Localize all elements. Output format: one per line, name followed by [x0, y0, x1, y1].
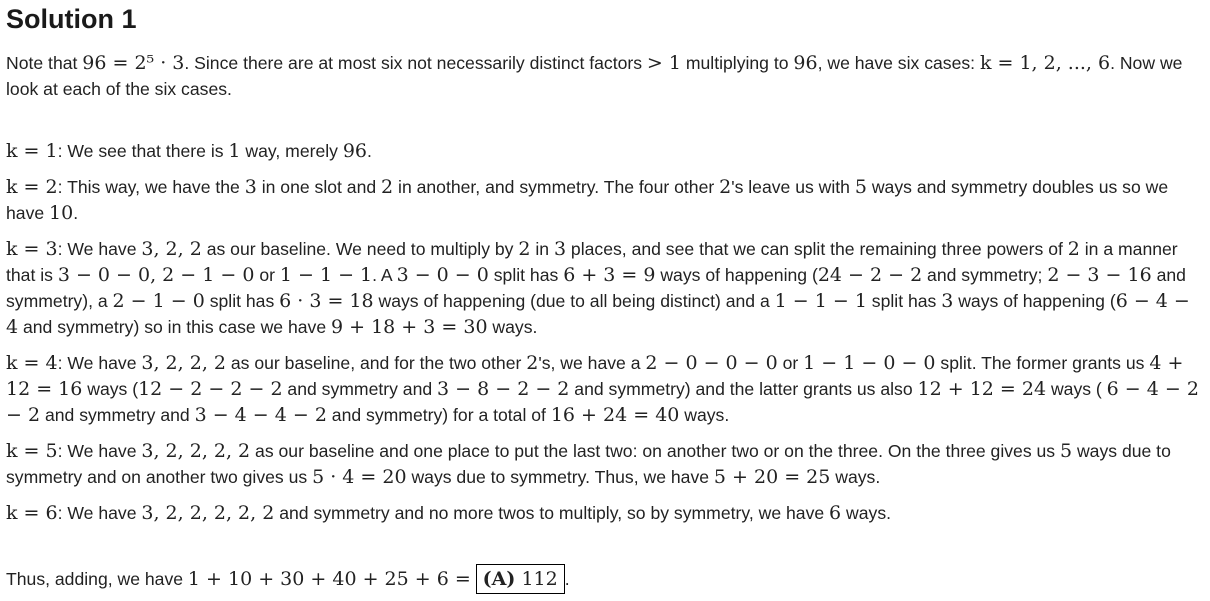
text: . Now we look at each of the six cases. [6, 53, 1183, 99]
math: k = 1, 2, ..., 6 [979, 52, 1111, 74]
text: Thus, adding, we have [6, 569, 188, 589]
math: 6 − 4 − 4 [6, 290, 1190, 338]
math: 3, 2, 2, 2, 2 [141, 440, 251, 462]
math: 6 + 3 = 9 [563, 264, 656, 286]
math: k = 2 [6, 176, 58, 198]
text: ways of happening ( [953, 291, 1116, 311]
text: as our baseline, and for the two other [225, 353, 527, 373]
math: k = 5 [6, 440, 58, 462]
text: . [367, 141, 372, 161]
math: 3 − 0 − 0 [396, 264, 489, 286]
math: 5 + 20 = 25 [713, 466, 831, 488]
text: , we have six cases: [817, 53, 980, 73]
text: and symmetry) for a total of [326, 405, 551, 425]
answer-value: 112 [521, 568, 558, 590]
case-k1-paragraph [6, 138, 1204, 164]
text: and symmetry) so in this case we have [18, 317, 331, 337]
text: . Since there are at most six not necessarily distinct factors [184, 53, 647, 73]
math: 4 + 12 = 16 [6, 352, 1184, 400]
text: and symmetry and no more twos to multiply, so by symmetry, we have [274, 503, 830, 523]
intro-paragraph [6, 50, 1204, 102]
math: k = 6 [6, 502, 58, 524]
math: 10 [49, 202, 74, 224]
math: k = 1 [6, 140, 58, 162]
text: split has [204, 291, 280, 311]
text: ways. [487, 317, 538, 337]
text: ways of happening (due to all being distinct) and a [373, 291, 775, 311]
math: 2 [719, 176, 732, 198]
math: 5 · 4 = 20 [312, 466, 407, 488]
text: as our baseline and one place to put the last two: on another two or on the three. On the three gives us [250, 441, 1060, 461]
text: in [530, 239, 554, 259]
math: k = 3 [6, 238, 58, 260]
text: ways ( [1046, 379, 1107, 399]
math: 6 − 4 − 2 − 2 [6, 378, 1199, 426]
math: 3 − 4 − 4 − 2 [194, 404, 327, 426]
text: 's leave us with [731, 177, 855, 197]
text: split has [866, 291, 942, 311]
math: 3, 2, 2, 2 [141, 352, 226, 374]
text: as our baseline. We need to multiply by [201, 239, 519, 259]
math: 12 − 2 − 2 − 2 [138, 378, 283, 400]
text: and symmetry and [282, 379, 438, 399]
answer-box [476, 564, 565, 594]
math: 3 − 8 − 2 − 2 [437, 378, 570, 400]
math: 96 = 2⁵ · 3 [82, 52, 185, 74]
text: and symmetry; [922, 265, 1048, 285]
text: Note that [6, 53, 83, 73]
text: : We have [57, 441, 142, 461]
math: 3 [553, 238, 567, 260]
math: 2 [518, 238, 531, 260]
text: . [73, 203, 79, 223]
math: 2 [381, 176, 394, 198]
case-k3-paragraph [6, 236, 1204, 340]
math: 2 [1067, 238, 1080, 260]
math: 6 [829, 502, 842, 524]
math: 1 [228, 140, 241, 162]
math: 2 − 3 − 16 [1047, 264, 1152, 286]
text: ways. [679, 405, 730, 425]
answer-choice: (A) [482, 568, 516, 590]
math: 2 [526, 352, 539, 374]
math: 3 [244, 176, 257, 198]
text: ways and symmetry doubles us so we have [6, 177, 1169, 223]
math: 3, 2, 2 [141, 238, 202, 260]
math: 1 − 1 − 0 − 0 [803, 352, 936, 374]
text: : This way, we have the [57, 177, 245, 197]
text: . [564, 569, 570, 589]
text: ways due to symmetry and on another two gives us [6, 441, 1171, 487]
text: or [254, 265, 280, 285]
math: 16 + 24 = 40 [550, 404, 680, 426]
text: places, and see that we can split the remaining three powers of [566, 239, 1068, 259]
math: 24 − 2 − 2 [817, 264, 923, 286]
text: : We have [57, 353, 142, 373]
text: or [777, 353, 804, 373]
text: : We have [57, 239, 142, 259]
case-k5-paragraph [6, 438, 1204, 490]
case-k2-paragraph [6, 174, 1204, 226]
math: 96 [793, 52, 818, 74]
math: 1 − 1 − 1 [279, 264, 373, 286]
text: ways due to symmetry. Thus, we have [406, 467, 714, 487]
math: 1 − 1 − 1 [774, 290, 867, 312]
text: . A [372, 265, 397, 285]
math: 96 [342, 140, 368, 162]
math: 12 + 12 = 24 [917, 378, 1047, 400]
math: 5 [854, 176, 867, 198]
text: 's, we have a [538, 353, 646, 373]
conclusion-paragraph [6, 564, 1204, 594]
text: ways. [830, 467, 881, 487]
math: 5 [1059, 440, 1073, 462]
text: and symmetry) and the latter grants us also [569, 379, 918, 399]
math: 3 − 0 − 0, 2 − 1 − 0 [57, 264, 255, 286]
text: in a manner that is [6, 239, 1178, 285]
math: 2 − 1 − 0 [112, 290, 205, 312]
text: way, merely [240, 141, 343, 161]
text: split has [488, 265, 564, 285]
math: 6 · 3 = 18 [279, 290, 374, 312]
case-k4-paragraph [6, 350, 1204, 428]
text: in one slot and [256, 177, 382, 197]
text: split. The former grants us [935, 353, 1150, 373]
text: in another, and symmetry. The four other [393, 177, 720, 197]
math: 2 − 0 − 0 − 0 [645, 352, 778, 374]
text: and symmetry and [40, 405, 195, 425]
text: ways. [841, 503, 892, 523]
text: ways of happening ( [655, 265, 818, 285]
math: 3 [941, 290, 954, 312]
text: : We have [57, 503, 142, 523]
math: 9 + 18 + 3 = 30 [331, 316, 488, 338]
text: ways ( [82, 379, 139, 399]
text: multiplying to [680, 53, 794, 73]
case-k6-paragraph [6, 500, 1204, 526]
math: k = 4 [6, 352, 58, 374]
math: > 1 [646, 52, 681, 74]
math: 3, 2, 2, 2, 2, 2 [141, 502, 275, 524]
math: 1 + 10 + 30 + 40 + 25 + 6 = [187, 568, 471, 590]
solution-heading: Solution 1 [6, 4, 137, 34]
text: and symmetry), a [6, 265, 1186, 311]
text: : We see that there is [57, 141, 229, 161]
